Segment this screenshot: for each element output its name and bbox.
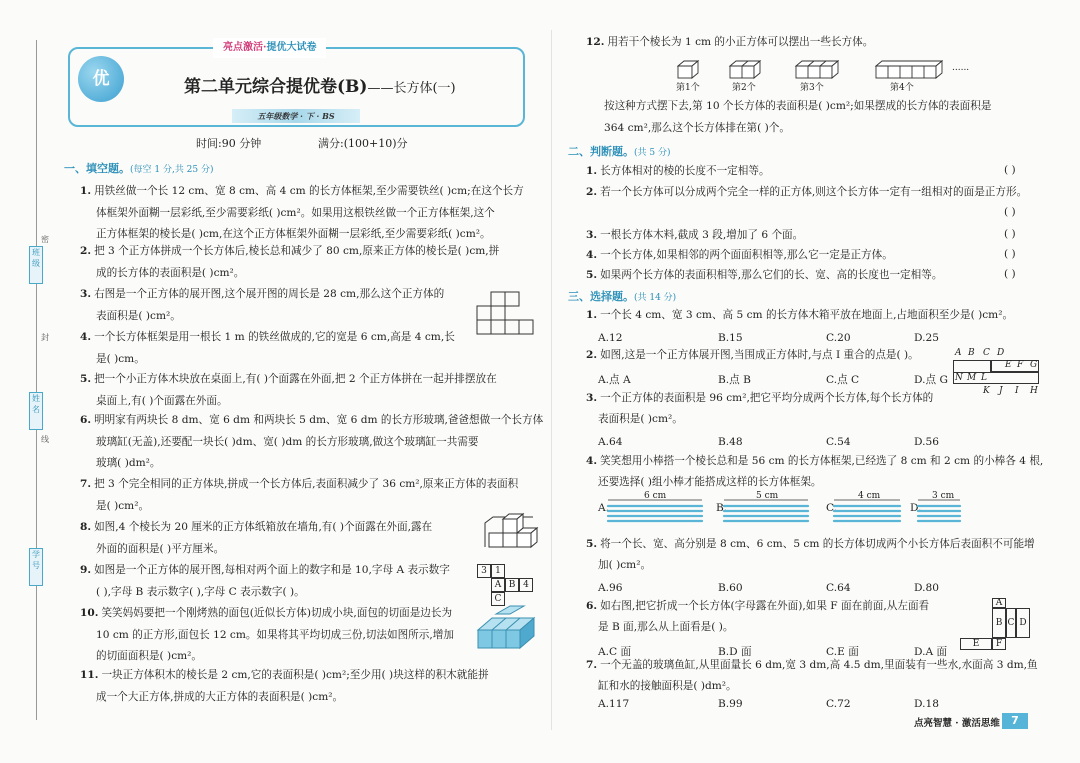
- answer-blank[interactable]: ( ): [1004, 248, 1016, 260]
- net-cell: 1: [491, 564, 505, 578]
- net-cell: 4: [519, 578, 533, 592]
- seal-char-3: 线: [41, 435, 49, 444]
- q-number: 7.: [80, 478, 92, 490]
- fill-blank-question: [80, 559, 450, 581]
- cube-sequence-figure: [676, 56, 976, 96]
- choice-option[interactable]: B.: [716, 502, 728, 514]
- q-number: 3.: [586, 392, 598, 404]
- net-cell: B: [505, 578, 519, 592]
- title-main: 第二单元综合提优卷(B): [184, 77, 368, 97]
- net-letter: M: [967, 373, 977, 383]
- net-letter: H: [1030, 386, 1038, 396]
- choice-option[interactable]: D.80: [914, 582, 939, 594]
- q-text: 正方体框架的棱长是( )cm,在这个正方体框架外面糊一层彩纸,至少需要彩纸( )cm²。: [96, 228, 491, 240]
- seal-char-1: 密: [41, 235, 49, 244]
- seq-label-4: 第4个: [890, 83, 914, 93]
- choice-option[interactable]: B.60: [718, 582, 743, 594]
- net-letter: J: [999, 386, 1003, 396]
- q-text: 一个正方体的表面积是 96 cm²,把它平均分成两个长方体,每个长方体的: [600, 392, 934, 404]
- section-note: (共 5 分): [634, 148, 671, 158]
- q-text: 一个长方体框架是用一根长 1 m 的铁丝做成的,它的宽是 6 cm,高是 4 cm,长: [94, 331, 455, 343]
- net-cell: A: [491, 578, 505, 592]
- choice-option[interactable]: A.96: [598, 582, 623, 594]
- q-number: 1.: [80, 185, 92, 197]
- section-title: 二、判断题。: [568, 145, 634, 158]
- judge-question: [586, 264, 942, 286]
- fill-blank-question: [80, 473, 518, 495]
- q-number: 9.: [80, 564, 92, 576]
- question-continuation: [96, 624, 454, 646]
- fill-blank-question: [80, 283, 444, 305]
- q-text: 一个长方体,如果相邻的两个面面积相等,那么它一定是正方体。: [600, 249, 893, 261]
- q-number: 8.: [80, 521, 92, 533]
- title-sub: ——长方体(一): [367, 81, 456, 96]
- judge-question: [586, 160, 770, 182]
- q-number: 2.: [80, 245, 92, 257]
- choice-option[interactable]: C.E 面: [826, 646, 859, 658]
- net-face: F: [992, 638, 1006, 650]
- net-letter: L: [981, 373, 987, 383]
- q-number: 2.: [586, 186, 598, 198]
- q-text: 成一个大正方体,拼成的大正方体的表面积是( )cm²。: [96, 690, 344, 703]
- choice-option[interactable]: D.56: [914, 436, 939, 448]
- q-text: 把 3 个正方体拼成一个长方体后,棱长总和减少了 80 cm,原来正方体的棱长是( )cm,拼: [94, 245, 500, 257]
- q-number: 6.: [586, 600, 598, 612]
- stick-label-a: 6 cm: [644, 491, 667, 501]
- question-continuation: [96, 202, 495, 224]
- question-continuation: [96, 305, 181, 327]
- stick-options-figure: [602, 491, 962, 528]
- question-12: [586, 31, 873, 53]
- q-text: 将一个长、宽、高分别是 8 cm、6 cm、5 cm 的长方体切成两个小长方体后表面积不可能增: [600, 538, 1035, 550]
- q-text: 如右图,把它折成一个长方体(字母露在外面),如果 F 面在前面,从左面看: [600, 600, 930, 612]
- q-text: 是( )cm²。: [96, 499, 150, 512]
- grade-ribbon: 五年级数学 · 下 · BS: [232, 109, 360, 123]
- fill-blank-question: [80, 326, 455, 348]
- q-text: 成的长方体的表面积是( )cm²。: [96, 266, 245, 279]
- q-text: 把 3 个完全相同的正方体块,拼成一个长方体后,表面积减少了 36 cm²,原来正方体的表面积: [94, 478, 519, 490]
- q-text: 若一个长方体可以分成两个完全一样的正方体,则这个长方体一定有一组相对的面是正方形。: [600, 186, 1028, 198]
- net-letter: G: [1030, 360, 1038, 370]
- q-text: 把一个小正方体木块放在桌面上,有( )个面露在外面,把 2 个正方体拼在一起并排摆放在: [94, 373, 497, 385]
- q-number: 10.: [80, 607, 99, 619]
- net-box: [953, 372, 1039, 384]
- fill-blank-question: [80, 368, 497, 390]
- class-field[interactable]: [29, 246, 43, 284]
- choice-option[interactable]: D.25: [914, 332, 939, 344]
- seq-label-3: 第3个: [800, 83, 824, 93]
- q-text: 用铁丝做一个长 12 cm、宽 8 cm、高 4 cm 的长方体框架,至少需要铁丝( )cm;在这个长方: [94, 185, 524, 197]
- judge-question: [586, 244, 893, 266]
- net-face: D: [1016, 608, 1030, 638]
- q-number: 3.: [586, 229, 598, 241]
- tag-dot: ·: [263, 42, 267, 53]
- q-text: 用若干个棱长为 1 cm 的小正方体可以摆出一些长方体。: [607, 36, 874, 48]
- choice-option[interactable]: A.C 面: [598, 646, 632, 658]
- choice-question: [586, 654, 1038, 676]
- section-note: (每空 1 分,共 25 分): [130, 165, 214, 175]
- q-number: 3.: [80, 288, 92, 300]
- name-field[interactable]: [29, 392, 43, 430]
- cube-net-figure: [469, 290, 535, 336]
- q-text: 笑笑妈妈要把一个刚烤熟的面包(近似长方体)切成小块,面包的切面是边长为: [101, 607, 453, 619]
- q-number: 5.: [586, 538, 598, 550]
- column-divider: [551, 30, 552, 730]
- q-number: 4.: [80, 331, 92, 343]
- q-number: 2.: [586, 349, 598, 361]
- q-text: 右图是一个正方体的展开图,这个展开图的周长是 28 cm,那么这个正方体的: [94, 288, 445, 300]
- fill-blank-question: [80, 516, 432, 538]
- seq-dots: ......: [952, 63, 970, 73]
- q-text: 外面的面积是( )平方厘米。: [96, 542, 225, 555]
- stick-label-c: 4 cm: [858, 491, 881, 501]
- net-letter: F: [1017, 360, 1024, 370]
- fill-blank-question: [80, 409, 543, 431]
- stick-label-d: 3 cm: [932, 491, 955, 501]
- q-text: 一个无盖的玻璃鱼缸,从里面量长 6 dm,宽 3 dm,高 4.5 dm,里面装有一些水,水面高 3 dm,鱼: [600, 659, 1038, 671]
- q-text: 桌面上,有( )个面露在外面。: [96, 394, 228, 407]
- q-text: 是( )cm。: [96, 352, 145, 365]
- question-continuation: [96, 495, 149, 517]
- choice-option[interactable]: A.12: [598, 332, 623, 344]
- net-letter: A: [955, 348, 962, 358]
- q-text: 10 cm 的正方形,面包长 12 cm。如果将其平均切成三份,切法如图所示,增加: [96, 628, 454, 641]
- page-title: [184, 72, 456, 97]
- choice-question: [586, 450, 1043, 472]
- q-text: 表面积是( )cm²。: [598, 413, 683, 425]
- net-face: A: [992, 598, 1006, 608]
- net-letter: K: [983, 386, 990, 396]
- q-text: 如图,4 个棱长为 20 厘米的正方体纸箱放在墙角,有( )个面露在外面,露在: [94, 521, 433, 533]
- q-number: 4.: [586, 249, 598, 261]
- answer-blank[interactable]: ( ): [1004, 164, 1016, 176]
- question-continuation: [96, 686, 343, 708]
- choice-option[interactable]: C.点 C: [826, 374, 860, 386]
- fill-blank-question: [80, 602, 452, 624]
- net-face: B: [992, 608, 1006, 638]
- page-number: 7: [1002, 713, 1028, 729]
- choice-option[interactable]: C.54: [826, 436, 851, 448]
- choice-option[interactable]: A.117: [598, 698, 630, 710]
- section-choice: [568, 288, 676, 304]
- exam-score: 满分:(100+10)分: [318, 137, 408, 150]
- excellence-badge: 优: [78, 56, 124, 102]
- question-continuation: [598, 554, 651, 576]
- q-text: 如图,这是一个正方体展开图,当围成正方体时,与点 I 重合的点是( )。: [600, 349, 919, 361]
- choice-question: [586, 533, 1035, 555]
- net-cell: C: [491, 592, 505, 606]
- name-label: 姓名: [32, 394, 40, 414]
- choice-option[interactable]: B.15: [718, 332, 743, 344]
- judge-question: [586, 224, 803, 246]
- q-text: 一根长方体木料,截成 3 段,增加了 6 个面。: [600, 229, 804, 241]
- q-text: 加( )cm²。: [598, 559, 652, 571]
- q-text: 如图是一个正方体的展开图,每相对两个面上的数字和是 10,字母 A 表示数字: [94, 564, 450, 576]
- choice-option[interactable]: C.72: [826, 698, 851, 710]
- section-note: (共 14 分): [634, 293, 677, 303]
- question-continuation: [96, 431, 479, 453]
- question-continuation: [96, 348, 145, 370]
- q-text: 明明家有两块长 8 dm、宽 6 dm 和两块长 5 dm、宽 6 dm 的长方形玻璃,爸爸想做一个长方体: [94, 414, 544, 426]
- answer-blank[interactable]: ( ): [1004, 206, 1016, 218]
- choice-option[interactable]: A.: [598, 502, 610, 514]
- q-text: 还要选择( )组小棒才能搭成这样的长方体框架。: [598, 476, 822, 488]
- q-text: 是 B 面,那么从上面看是( )。: [598, 621, 734, 633]
- judge-question: [586, 181, 1027, 203]
- q-text: 笑笑想用小棒搭一个棱长总和是 56 cm 的长方体框架,已经选了 8 cm 和 2 cm 的小棒各 4 根,: [600, 455, 1044, 467]
- net-cell: 3: [477, 564, 491, 578]
- choice-option[interactable]: C.64: [826, 582, 851, 594]
- choice-option[interactable]: D.18: [914, 698, 939, 710]
- fill-blank-question: [80, 240, 499, 262]
- exam-time: 时间:90 分钟: [196, 137, 262, 150]
- q-number: 6.: [80, 414, 92, 426]
- footer-slogan: 点亮智慧 · 激活思维: [914, 718, 1000, 729]
- q-number: 1.: [586, 165, 598, 177]
- seal-char-2: 封: [41, 333, 49, 342]
- section-judge: [568, 143, 670, 159]
- net-letter: I: [1015, 386, 1019, 396]
- tag-left: 亮点激活: [223, 42, 263, 53]
- net-letter: E: [1005, 360, 1012, 370]
- q-number: 12.: [586, 36, 605, 48]
- binding-line: [36, 40, 37, 720]
- tag-right: 提优大试卷: [266, 42, 317, 53]
- answer-blank[interactable]: ( ): [1004, 268, 1016, 280]
- q-text: 一块正方体积木的棱长是 2 cm,它的表面积是( )cm²;至少用( )块这样的积木就能拼: [101, 669, 489, 681]
- q-text: 的切面面积是( )cm²。: [96, 650, 203, 662]
- section-title: 一、填空题。: [64, 162, 130, 175]
- answer-blank[interactable]: ( ): [1004, 228, 1016, 240]
- choice-option[interactable]: B.99: [718, 698, 743, 710]
- net-face: E: [960, 638, 992, 650]
- q-text: 如果两个长方体的表面积相等,那么它们的长、宽、高的长度也一定相等。: [600, 269, 943, 281]
- question-continuation: [96, 581, 305, 603]
- q-number: 5.: [80, 373, 92, 385]
- box-net-figure: [958, 598, 1038, 654]
- choice-option[interactable]: B.D 面: [718, 646, 752, 658]
- choice-option[interactable]: B.点 B: [718, 374, 751, 386]
- q-number: 1.: [586, 309, 598, 321]
- lettered-net-figure: [953, 348, 1043, 400]
- choice-question: [586, 595, 929, 617]
- q-text: 表面积是( )cm²。: [96, 309, 181, 322]
- choice-option[interactable]: D.: [910, 502, 922, 514]
- question-continuation: [598, 675, 737, 697]
- id-label: 学号: [32, 550, 40, 570]
- seq-label-1: 第1个: [676, 83, 700, 93]
- q-text: 体框架外面糊一层彩纸,至少需要彩纸( )cm²。如果用这根铁丝做一个正方体框架,这个: [96, 206, 495, 219]
- question-continuation: [96, 538, 224, 560]
- choice-question: [586, 304, 1013, 326]
- net-letter: N: [955, 373, 963, 383]
- q-text: 长方体相对的棱的长度不一定相等。: [600, 165, 770, 177]
- question-continuation: [598, 408, 683, 430]
- section-fill-blank: [64, 160, 214, 176]
- choice-option[interactable]: D.A 面: [914, 646, 948, 658]
- choice-question: [586, 387, 933, 409]
- choice-option[interactable]: C.: [826, 502, 838, 514]
- net-letter: D: [997, 348, 1005, 358]
- choice-option[interactable]: B.48: [718, 436, 743, 448]
- bread-cut-figure: [476, 604, 538, 650]
- choice-option[interactable]: D.点 G: [914, 374, 948, 386]
- net-letter: C: [983, 348, 990, 358]
- class-label: 班级: [32, 248, 40, 268]
- choice-option[interactable]: C.20: [826, 332, 851, 344]
- q12-line-2: 364 cm²,那么这个长方体排在第( )个。: [604, 122, 790, 134]
- stick-label-b: 5 cm: [756, 491, 779, 501]
- q-number: 11.: [80, 669, 99, 681]
- question-continuation: [96, 452, 161, 474]
- id-field[interactable]: [29, 548, 43, 586]
- question-continuation: [96, 262, 244, 284]
- q-text: 一个长 4 cm、宽 3 cm、高 5 cm 的长方体木箱平放在地面上,占地面积至少是( )cm²。: [600, 309, 1014, 321]
- section-title: 三、选择题。: [568, 290, 634, 303]
- q-number: 4.: [586, 455, 598, 467]
- net-letter: B: [968, 348, 975, 358]
- corner-cubes-figure: [483, 513, 537, 549]
- q-text: ( ),字母 B 表示数字( ),字母 C 表示数字( )。: [96, 585, 305, 598]
- q-text: 玻璃( )dm²。: [96, 457, 161, 469]
- net-face: C: [1006, 608, 1016, 638]
- q-number: 5.: [586, 269, 598, 281]
- header-tag: [213, 38, 326, 58]
- choice-option[interactable]: A.点 A: [598, 374, 631, 386]
- q-text: 玻璃缸(无盖),还要配一块长( )dm、宽( )dm 的长方形玻璃,做这个玻璃缸一共需要: [96, 435, 479, 448]
- fill-blank-question: [80, 180, 524, 202]
- choice-option[interactable]: A.64: [598, 436, 623, 448]
- q12-line-1: 按这种方式摆下去,第 10 个长方体的表面积是( )cm²;如果摆成的长方体的表面积是: [604, 100, 992, 112]
- question-continuation: [598, 471, 822, 493]
- seq-label-2: 第2个: [732, 83, 756, 93]
- q-number: 7.: [586, 659, 598, 671]
- q-text: 缸和水的接触面积是( )dm²。: [598, 680, 737, 692]
- choice-question: [586, 344, 919, 366]
- question-continuation: [598, 616, 733, 638]
- fill-blank-question: [80, 664, 489, 686]
